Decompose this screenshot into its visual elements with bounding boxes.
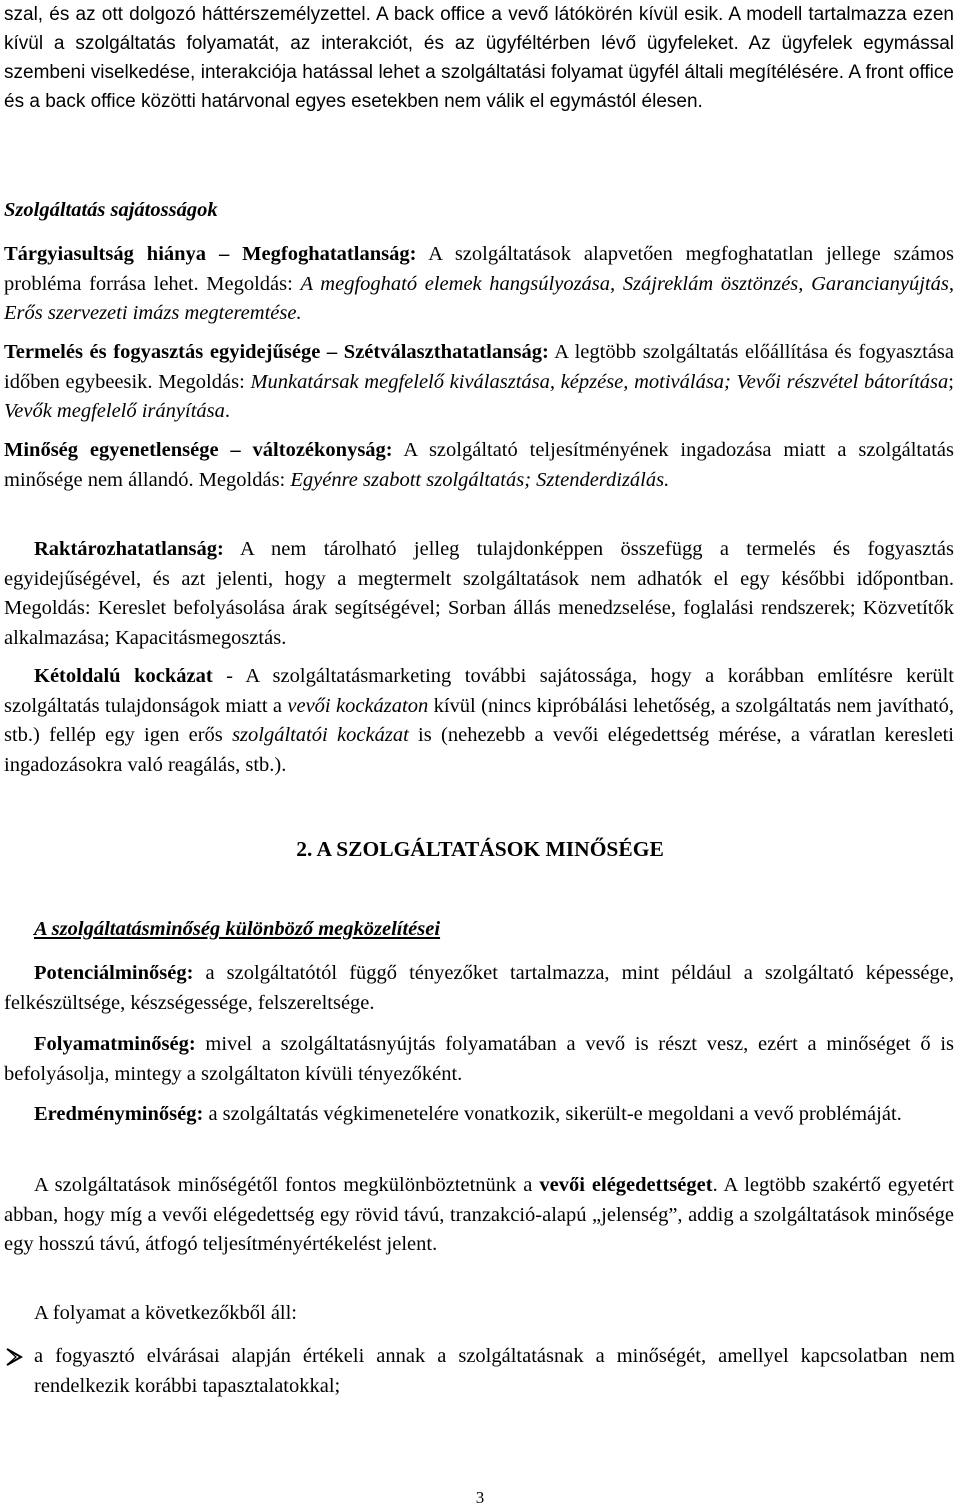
term-italic-1: vevői kockázaton	[287, 694, 429, 717]
term-title: Eredményminőség:	[34, 1103, 204, 1125]
para-text-pre: A szolgáltatások minőségétől fontos megkülönböztetnünk a	[34, 1174, 540, 1196]
solution-text: A megfogható elemek hangsúlyozása, Szájreklám ösztönzés, Garancianyújtás, Erős szervezeti imázs megteremtése.	[4, 272, 954, 324]
process-intro	[4, 1299, 954, 1329]
solution-text-b: Vevők megfelelő irányítása	[4, 400, 225, 422]
term-title: Kétoldalú kockázat	[34, 665, 213, 687]
term-title: Tárgyiasultság hiánya – Megfoghatatlanság:	[4, 243, 417, 265]
paragraph-potencialminoseg	[4, 959, 954, 1018]
solution-label: Megoldás:	[152, 370, 251, 393]
para-text-post: . A legtöbb szakértő egyetért abban, hogy míg a vevői elégedettség egy rövid távú, tranzakció-alapú „jelenség”, addig a szolgáltatások minősége egy hosszú távú, átfogó teljesítményértékelést jelent.	[4, 1174, 954, 1255]
term-body: a szolgáltatás végkimenetelére vonatkozik, sikerült-e megoldani a vevő problémáját.	[203, 1103, 902, 1125]
bullet-item: a fogyasztó elvárásai alapján értékeli annak a szolgáltatásnak a minőségét, amellyel kapcsolatban nem rendelkezik korábbi tapasztalatokkal;	[34, 1345, 955, 1397]
paragraph-vevoi-elegedettseg	[4, 1171, 954, 1260]
term-italic-2: szolgáltatói kockázat	[232, 724, 409, 746]
paragraph-megfoghatatlansag	[4, 240, 954, 329]
page-number: 3	[475, 1488, 485, 1507]
section-heading-text: Szolgáltatás sajátosságok	[4, 199, 218, 221]
paragraph-szetvalaszthatatlansag	[4, 338, 954, 427]
term-body-2: kívül (nincs kipróbálási lehetőség, a szolgáltatás nem javítható, stb.) fellép egy igen erős	[4, 694, 954, 746]
term-body: A szolgáltatások alapvetően megfoghatatlan jellege számos probléma forrása lehet.	[4, 243, 955, 295]
section-heading-text: A szolgáltatásminőség különböző megközelítései	[34, 918, 441, 940]
term-title: Minőség egyenetlensége – változékonyság:	[4, 439, 393, 461]
term-title: Folyamatminőség:	[34, 1033, 196, 1055]
term-body: a szolgáltatótól függő tényezőket tartalmazza, mint például a szolgáltató képessége, felkészültsége, készségessége, felszereltsége.	[4, 962, 954, 1014]
term-body: A szolgáltató teljesítményének ingadozása miatt a szolgáltatás minősége nem állandó.	[4, 439, 954, 491]
solution-separator: ;	[948, 370, 954, 393]
term-body: A legtöbb szolgáltatás előállítása és fogyasztása időben egybeesik.	[4, 341, 954, 393]
section-heading-megkozelitesek	[34, 915, 440, 944]
process-intro-text: A folyamat a következőkből áll:	[34, 1302, 298, 1324]
paragraph-raktarozhatatlansag	[4, 535, 954, 653]
solution-end: .	[224, 400, 231, 422]
arrowhead-bullet-icon	[4, 1342, 28, 1371]
solution-text: Egyénre szabott szolgáltatás; Sztenderdizálás.	[290, 468, 670, 491]
solution-label: Megoldás:	[193, 468, 291, 491]
solution-text-a: Munkatársak megfelelő kiválasztása, képzése, motiválása; Vevői részvétel bátorítása	[250, 370, 949, 393]
term-title: Termelés és fogyasztás egyidejűsége – Szétválaszthatatlanság:	[4, 341, 549, 363]
paragraph-eredmenyminoseg	[4, 1100, 954, 1130]
term-body-3: is (nehezebb a vevői elégedettség mérése, a váratlan keresleti ingadozásokra való reagálás, stb.).	[4, 724, 954, 776]
intro-text-1: szal, és az ott dolgozó háttérszemélyzettel. A back office a vevő látókörén kívül esik. A modell tartalmazza ezen kívül a szolgáltatás folyamatát, az interakciót, és az ügyféltérben lévő ügyfeleket. Az ügyfelek egymással szembeni viselkedése, interakciója hatással lehet a szolgáltatási folyamat ügyfél általi megítélésére.	[4, 4, 954, 83]
term-body: A nem tárolható jelleg tulajdonképpen összefügg a termelés és fogyasztás egyidejűségével, és azt jelenti, hogy a megtermelt szolgáltatások nem adhatók el egy későbbi időpontban. Megoldás: Kereslet befolyásolása árak segítségével; Sorban állás menedzselése, foglalási rendszerek; Közvetítők alkalmazása; Kapacitásmegosztás.	[4, 538, 954, 649]
intro-paragraph	[4, 0, 954, 116]
solution-label: Megoldás:	[198, 272, 301, 295]
section-heading-sajatossagok	[4, 196, 954, 226]
para-text-bold: vevői elégedettséget	[539, 1174, 713, 1196]
term-title: Raktározhatatlanság:	[34, 538, 224, 560]
term-body: mivel a szolgáltatásnyújtás folyamatában a vevő is részt vesz, ezért a minőséget ő is befolyásolja, mintegy a szolgáltaton kívüli tényezőként.	[4, 1033, 954, 1085]
chapter-title: 2. A SZOLGÁLTATÁSOK MINŐSÉGE	[296, 837, 664, 861]
term-title: Potenciálminőség:	[34, 962, 194, 984]
paragraph-ketoldalu-kockazat	[4, 662, 954, 780]
paragraph-folyamatminoseg	[4, 1030, 954, 1089]
intro-text-2: A front office és a back office közötti határvonal egyes esetekben nem válik el egymástól élesen.	[4, 62, 954, 112]
term-body-1: - A szolgáltatásmarketing további sajátossága, hogy a korábban említésre került szolgáltatás tulajdonságok miatt a	[4, 665, 954, 717]
paragraph-valtozekonysag	[4, 436, 954, 495]
